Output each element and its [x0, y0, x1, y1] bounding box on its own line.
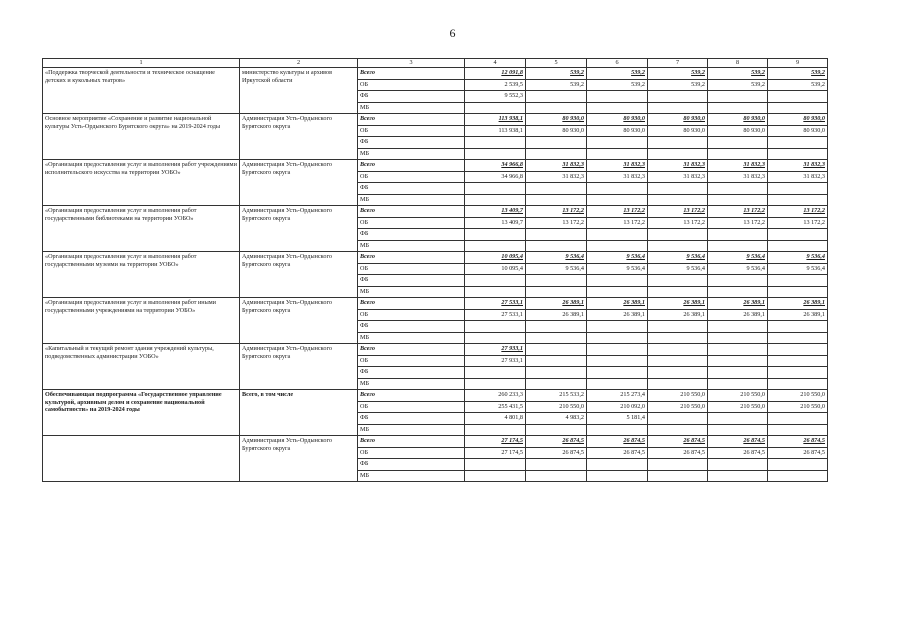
- amount-cell: 13 172,2: [708, 217, 768, 229]
- amount-cell: [526, 275, 587, 287]
- amount-cell: 113 938,1: [465, 125, 526, 137]
- amount-cell: [768, 229, 828, 241]
- amount-cell: [768, 344, 828, 356]
- amount-cell: [708, 424, 768, 436]
- amount-cell: 9 536,4: [768, 263, 828, 275]
- amount-cell: [648, 240, 708, 252]
- funding-source: МБ: [358, 102, 465, 114]
- page-number: 6: [449, 26, 456, 40]
- amount-cell: 539,2: [648, 79, 708, 91]
- amount-cell: [708, 275, 768, 287]
- amount-cell: [648, 183, 708, 195]
- funding-source: ФБ: [358, 137, 465, 149]
- table-row: [43, 68, 828, 80]
- amount-cell: 31 832,3: [708, 160, 768, 172]
- amount-cell: [526, 194, 587, 206]
- amount-cell: [708, 137, 768, 149]
- amount-cell: [768, 275, 828, 287]
- funding-source: ОБ: [358, 309, 465, 321]
- amount-cell: [587, 102, 648, 114]
- amount-cell: [526, 470, 587, 482]
- amount-cell: [768, 137, 828, 149]
- amount-cell: [465, 102, 526, 114]
- amount-cell: [648, 91, 708, 103]
- amount-cell: 80 930,0: [708, 114, 768, 126]
- amount-cell: [768, 470, 828, 482]
- amount-cell: 31 832,3: [768, 160, 828, 172]
- amount-cell: 27 933,1: [465, 344, 526, 356]
- executor-name: Администрация Усть-Ордынского Бурятского округа: [240, 344, 358, 390]
- amount-cell: 26 389,1: [648, 298, 708, 310]
- amount-cell: 26 389,1: [587, 309, 648, 321]
- amount-cell: 210 550,0: [708, 401, 768, 413]
- amount-cell: 13 172,2: [648, 217, 708, 229]
- amount-cell: 34 966,8: [465, 171, 526, 183]
- amount-cell: 210 550,0: [648, 390, 708, 402]
- amount-cell: [465, 240, 526, 252]
- amount-cell: 13 172,2: [526, 217, 587, 229]
- amount-cell: 26 874,5: [768, 436, 828, 448]
- amount-cell: [708, 286, 768, 298]
- amount-cell: 5 181,4: [587, 413, 648, 425]
- amount-cell: [648, 344, 708, 356]
- amount-cell: [768, 286, 828, 298]
- amount-cell: 210 550,0: [708, 390, 768, 402]
- amount-cell: 10 095,4: [465, 263, 526, 275]
- amount-cell: 210 550,0: [526, 401, 587, 413]
- funding-source: Всего: [358, 68, 465, 80]
- amount-cell: [648, 332, 708, 344]
- amount-cell: [465, 286, 526, 298]
- table-row: [43, 390, 828, 402]
- amount-cell: [708, 91, 768, 103]
- amount-cell: [526, 355, 587, 367]
- amount-cell: [708, 470, 768, 482]
- amount-cell: [648, 148, 708, 160]
- amount-cell: [587, 183, 648, 195]
- amount-cell: [708, 194, 768, 206]
- column-header: 6: [587, 59, 648, 68]
- funding-source: Всего: [358, 160, 465, 172]
- amount-cell: [708, 344, 768, 356]
- amount-cell: [768, 240, 828, 252]
- amount-cell: [587, 459, 648, 471]
- executor-name: Администрация Усть-Ордынского Бурятского округа: [240, 160, 358, 206]
- amount-cell: 210 550,0: [648, 401, 708, 413]
- amount-cell: [526, 137, 587, 149]
- amount-cell: 80 930,0: [526, 125, 587, 137]
- amount-cell: 2 539,5: [465, 79, 526, 91]
- amount-cell: 13 172,2: [587, 206, 648, 218]
- measure-name: «Организация предоставления услуг и выполнения работ государственными музеями на территории УОБО»: [43, 252, 240, 298]
- funding-source: Всего: [358, 390, 465, 402]
- amount-cell: [768, 367, 828, 379]
- amount-cell: [648, 470, 708, 482]
- table-header-row: [43, 59, 828, 68]
- amount-cell: 9 536,4: [526, 252, 587, 264]
- funding-source: ОБ: [358, 125, 465, 137]
- amount-cell: 9 536,4: [708, 252, 768, 264]
- amount-cell: [768, 355, 828, 367]
- amount-cell: 27 533,1: [465, 298, 526, 310]
- amount-cell: [526, 240, 587, 252]
- executor-name: Администрация Усть-Ордынского Бурятского округа: [240, 206, 358, 252]
- funding-source: ФБ: [358, 413, 465, 425]
- measure-name: «Капитальный и текущий ремонт здания учреждений культуры, подведомственных администрации УОБО»: [43, 344, 240, 390]
- amount-cell: 80 930,0: [708, 125, 768, 137]
- amount-cell: [526, 183, 587, 195]
- amount-cell: [465, 321, 526, 333]
- amount-cell: [587, 286, 648, 298]
- amount-cell: [587, 424, 648, 436]
- amount-cell: 26 389,1: [648, 309, 708, 321]
- amount-cell: 26 389,1: [526, 298, 587, 310]
- amount-cell: [526, 102, 587, 114]
- column-header: 5: [526, 59, 587, 68]
- amount-cell: 13 172,2: [587, 217, 648, 229]
- amount-cell: 27 174,5: [465, 436, 526, 448]
- funding-source: МБ: [358, 194, 465, 206]
- amount-cell: 31 832,3: [587, 160, 648, 172]
- table-row: [43, 160, 828, 172]
- amount-cell: 260 233,3: [465, 390, 526, 402]
- table-row: [43, 436, 828, 448]
- amount-cell: [465, 424, 526, 436]
- amount-cell: 80 930,0: [587, 125, 648, 137]
- amount-cell: [648, 367, 708, 379]
- funding-source: ФБ: [358, 367, 465, 379]
- measure-name: [43, 436, 240, 482]
- amount-cell: [648, 194, 708, 206]
- amount-cell: [465, 378, 526, 390]
- amount-cell: [587, 367, 648, 379]
- amount-cell: 10 095,4: [465, 252, 526, 264]
- amount-cell: [465, 229, 526, 241]
- measure-name: Основное мероприятие «Сохранение и развитие национальной культуры Усть-Ордынского Бурятского округа» на 2019-2024 годы: [43, 114, 240, 160]
- measure-name: «Поддержка творческой деятельности и техническое оснащение детских и кукольных театров»: [43, 68, 240, 114]
- amount-cell: [587, 229, 648, 241]
- executor-name: Администрация Усть-Ордынского Бурятского округа: [240, 114, 358, 160]
- amount-cell: [465, 137, 526, 149]
- amount-cell: 80 930,0: [768, 114, 828, 126]
- amount-cell: [648, 321, 708, 333]
- amount-cell: [587, 275, 648, 287]
- amount-cell: [587, 137, 648, 149]
- amount-cell: [526, 378, 587, 390]
- amount-cell: 31 832,3: [768, 171, 828, 183]
- amount-cell: 26 874,5: [587, 447, 648, 459]
- amount-cell: [526, 286, 587, 298]
- column-header: 7: [648, 59, 708, 68]
- measure-name: «Организация предоставления услуг и выполнения работ иными государственными учреждениями на территории УОБО»: [43, 298, 240, 344]
- amount-cell: 13 172,2: [648, 206, 708, 218]
- amount-cell: [708, 459, 768, 471]
- table-row: [43, 114, 828, 126]
- amount-cell: [648, 413, 708, 425]
- amount-cell: 26 874,5: [708, 436, 768, 448]
- amount-cell: 31 832,3: [526, 160, 587, 172]
- amount-cell: [526, 332, 587, 344]
- executor-name: Всего, в том числе: [240, 390, 358, 436]
- amount-cell: 80 930,0: [526, 114, 587, 126]
- amount-cell: [708, 148, 768, 160]
- amount-cell: 13 172,2: [708, 206, 768, 218]
- amount-cell: 4 801,8: [465, 413, 526, 425]
- amount-cell: 26 389,1: [768, 298, 828, 310]
- table-row: [43, 206, 828, 218]
- amount-cell: [768, 424, 828, 436]
- amount-cell: [768, 378, 828, 390]
- funding-source: ФБ: [358, 91, 465, 103]
- amount-cell: [648, 459, 708, 471]
- amount-cell: 13 409,7: [465, 206, 526, 218]
- executor-name: Администрация Усть-Ордынского Бурятского округа: [240, 252, 358, 298]
- funding-source: Всего: [358, 344, 465, 356]
- amount-cell: [768, 459, 828, 471]
- funding-source: МБ: [358, 148, 465, 160]
- amount-cell: 31 832,3: [648, 160, 708, 172]
- amount-cell: [587, 194, 648, 206]
- amount-cell: 34 966,8: [465, 160, 526, 172]
- amount-cell: 31 832,3: [526, 171, 587, 183]
- funding-source: МБ: [358, 470, 465, 482]
- amount-cell: 539,2: [768, 68, 828, 80]
- amount-cell: 9 536,4: [587, 252, 648, 264]
- amount-cell: 13 172,2: [526, 206, 587, 218]
- funding-source: Всего: [358, 252, 465, 264]
- amount-cell: 539,2: [587, 79, 648, 91]
- amount-cell: [708, 367, 768, 379]
- amount-cell: 31 832,3: [648, 171, 708, 183]
- amount-cell: 9 536,4: [708, 263, 768, 275]
- funding-source: МБ: [358, 332, 465, 344]
- amount-cell: 9 536,4: [648, 263, 708, 275]
- amount-cell: 80 930,0: [648, 125, 708, 137]
- amount-cell: [587, 91, 648, 103]
- measure-name: «Организация предоставления услуг и выполнения работ учреждениями исполнительского искусства на территории УОБО»: [43, 160, 240, 206]
- amount-cell: [526, 229, 587, 241]
- funding-source: ФБ: [358, 459, 465, 471]
- amount-cell: 27 174,5: [465, 447, 526, 459]
- amount-cell: 539,2: [587, 68, 648, 80]
- amount-cell: [587, 344, 648, 356]
- amount-cell: 215 273,4: [587, 390, 648, 402]
- amount-cell: 13 172,2: [768, 206, 828, 218]
- funding-source: Всего: [358, 436, 465, 448]
- amount-cell: [526, 459, 587, 471]
- amount-cell: 12 091,8: [465, 68, 526, 80]
- amount-cell: [465, 367, 526, 379]
- amount-cell: 9 536,4: [526, 263, 587, 275]
- funding-source: Всего: [358, 114, 465, 126]
- column-header: 9: [768, 59, 828, 68]
- funding-source: ФБ: [358, 229, 465, 241]
- column-header: 8: [708, 59, 768, 68]
- amount-cell: [465, 275, 526, 287]
- amount-cell: 26 874,5: [768, 447, 828, 459]
- amount-cell: 26 389,1: [526, 309, 587, 321]
- amount-cell: [465, 332, 526, 344]
- amount-cell: [648, 102, 708, 114]
- amount-cell: [465, 194, 526, 206]
- amount-cell: 26 874,5: [648, 447, 708, 459]
- amount-cell: 210 550,0: [768, 390, 828, 402]
- table-row: [43, 344, 828, 356]
- amount-cell: 26 874,5: [526, 447, 587, 459]
- funding-source: ОБ: [358, 171, 465, 183]
- amount-cell: 9 536,4: [587, 263, 648, 275]
- funding-source: ОБ: [358, 79, 465, 91]
- amount-cell: [768, 91, 828, 103]
- column-header: 2: [240, 59, 358, 68]
- amount-cell: [768, 102, 828, 114]
- amount-cell: [465, 470, 526, 482]
- amount-cell: 539,2: [526, 68, 587, 80]
- funding-source: ОБ: [358, 401, 465, 413]
- amount-cell: [768, 194, 828, 206]
- amount-cell: 539,2: [768, 79, 828, 91]
- amount-cell: 80 930,0: [648, 114, 708, 126]
- amount-cell: 26 389,1: [768, 309, 828, 321]
- funding-source: МБ: [358, 378, 465, 390]
- amount-cell: 80 930,0: [587, 114, 648, 126]
- funding-source: Всего: [358, 298, 465, 310]
- amount-cell: 4 983,2: [526, 413, 587, 425]
- amount-cell: [768, 148, 828, 160]
- amount-cell: [587, 332, 648, 344]
- amount-cell: 539,2: [708, 79, 768, 91]
- amount-cell: 27 533,1: [465, 309, 526, 321]
- amount-cell: 210 550,0: [768, 401, 828, 413]
- table-row: [43, 252, 828, 264]
- amount-cell: [768, 183, 828, 195]
- amount-cell: 13 172,2: [768, 217, 828, 229]
- amount-cell: [648, 286, 708, 298]
- funding-source: ОБ: [358, 217, 465, 229]
- amount-cell: 9 552,3: [465, 91, 526, 103]
- funding-source: ОБ: [358, 263, 465, 275]
- amount-cell: 539,2: [708, 68, 768, 80]
- amount-cell: [587, 378, 648, 390]
- amount-cell: 210 092,0: [587, 401, 648, 413]
- amount-cell: 539,2: [648, 68, 708, 80]
- amount-cell: 9 536,4: [648, 252, 708, 264]
- amount-cell: 539,2: [526, 79, 587, 91]
- amount-cell: 26 389,1: [587, 298, 648, 310]
- table-row: [43, 298, 828, 310]
- column-header: 3: [358, 59, 465, 68]
- funding-source: ФБ: [358, 275, 465, 287]
- amount-cell: 215 533,2: [526, 390, 587, 402]
- amount-cell: [526, 148, 587, 160]
- amount-cell: [648, 137, 708, 149]
- funding-source: ОБ: [358, 447, 465, 459]
- amount-cell: [465, 148, 526, 160]
- amount-cell: [648, 229, 708, 241]
- column-header: 4: [465, 59, 526, 68]
- executor-name: Администрация Усть-Ордынского Бурятского округа: [240, 298, 358, 344]
- amount-cell: [526, 424, 587, 436]
- amount-cell: [526, 91, 587, 103]
- amount-cell: [587, 355, 648, 367]
- measure-name: Обеспечивающая подпрограмма «Государственное управление культурой, архивным делом и сохранение национальной самобытности» на 2019-2024 годы: [43, 390, 240, 436]
- amount-cell: 27 933,1: [465, 355, 526, 367]
- amount-cell: [768, 332, 828, 344]
- amount-cell: [708, 183, 768, 195]
- funding-source: Всего: [358, 206, 465, 218]
- funding-source: ФБ: [358, 183, 465, 195]
- budget-table: [42, 58, 828, 482]
- executor-name: Администрация Усть-Ордынского Бурятского округа: [240, 436, 358, 482]
- executor-name: министерство культуры и архивов Иркутской области: [240, 68, 358, 114]
- amount-cell: 26 389,1: [708, 298, 768, 310]
- amount-cell: 255 431,5: [465, 401, 526, 413]
- amount-cell: [526, 367, 587, 379]
- funding-source: МБ: [358, 286, 465, 298]
- amount-cell: 26 389,1: [708, 309, 768, 321]
- amount-cell: [708, 332, 768, 344]
- funding-source: МБ: [358, 424, 465, 436]
- amount-cell: [587, 321, 648, 333]
- amount-cell: [465, 459, 526, 471]
- amount-cell: [587, 240, 648, 252]
- funding-source: ФБ: [358, 321, 465, 333]
- funding-source: МБ: [358, 240, 465, 252]
- amount-cell: [768, 321, 828, 333]
- amount-cell: [526, 344, 587, 356]
- amount-cell: [587, 470, 648, 482]
- amount-cell: [648, 355, 708, 367]
- amount-cell: [587, 148, 648, 160]
- amount-cell: 31 832,3: [587, 171, 648, 183]
- amount-cell: [648, 378, 708, 390]
- column-header: 1: [43, 59, 240, 68]
- amount-cell: [708, 355, 768, 367]
- amount-cell: [526, 321, 587, 333]
- funding-source: ОБ: [358, 355, 465, 367]
- amount-cell: [465, 183, 526, 195]
- amount-cell: [768, 413, 828, 425]
- amount-cell: [708, 229, 768, 241]
- amount-cell: [708, 240, 768, 252]
- amount-cell: 26 874,5: [708, 447, 768, 459]
- amount-cell: 9 536,4: [768, 252, 828, 264]
- amount-cell: 113 938,1: [465, 114, 526, 126]
- amount-cell: 26 874,5: [526, 436, 587, 448]
- amount-cell: 13 409,7: [465, 217, 526, 229]
- amount-cell: [708, 378, 768, 390]
- amount-cell: [708, 102, 768, 114]
- amount-cell: [708, 413, 768, 425]
- amount-cell: 31 832,3: [708, 171, 768, 183]
- amount-cell: [648, 424, 708, 436]
- measure-name: «Организация предоставления услуг и выполнения работ государственными библиотеками на территории УОБО»: [43, 206, 240, 252]
- amount-cell: 80 930,0: [768, 125, 828, 137]
- amount-cell: [708, 321, 768, 333]
- amount-cell: 26 874,5: [587, 436, 648, 448]
- amount-cell: 26 874,5: [648, 436, 708, 448]
- amount-cell: [648, 275, 708, 287]
